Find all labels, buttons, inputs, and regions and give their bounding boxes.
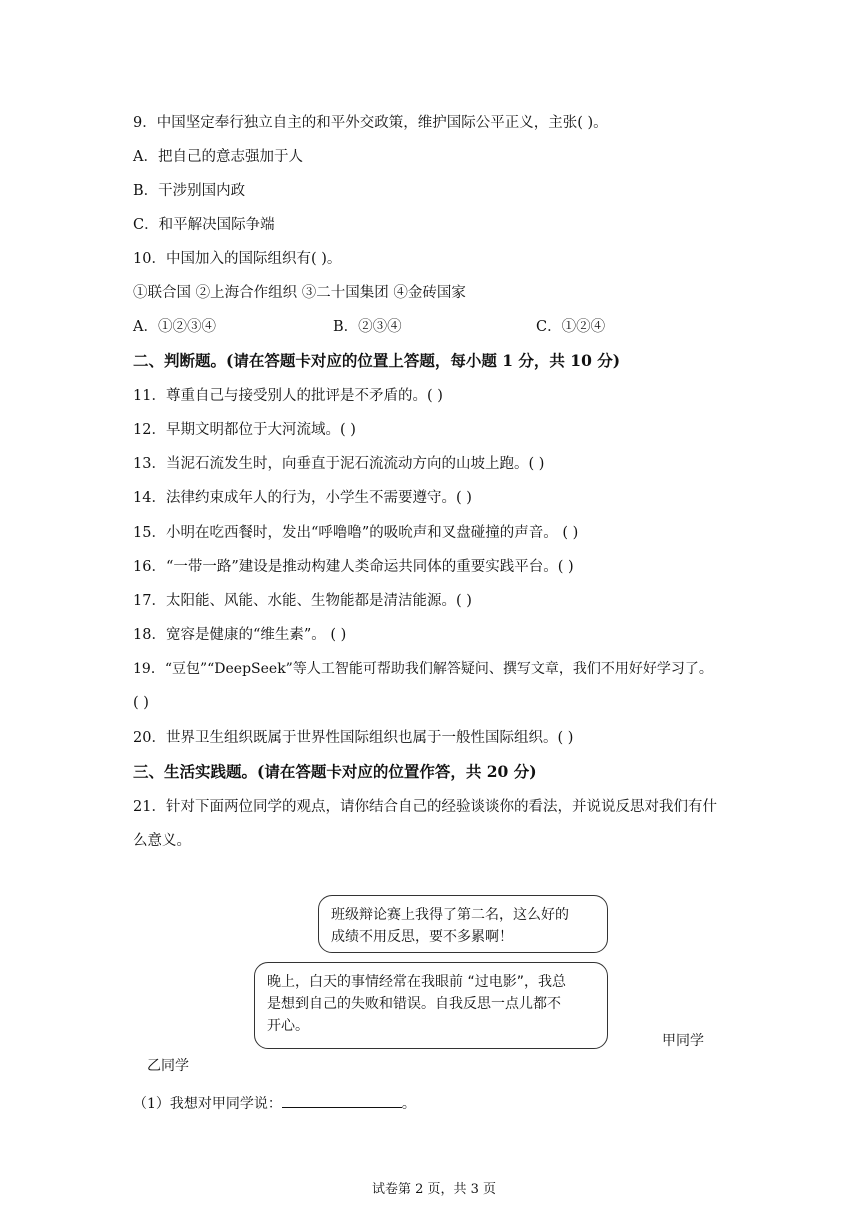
page-footer: 试卷第 2 页，共 3 页 [371, 1182, 497, 1197]
q10-items: ①联合国 ②上海合作组织 ③二十国集团 ④金砖国家 [133, 285, 466, 301]
question-19: 19．“豆包”“DeepSeek”等人工智能可帮助我们解答疑问、撰写文章，我们不用好好学习了。 [133, 661, 713, 677]
question-11: 11．尊重自己与接受别人的批评是不矛盾的。( ) [133, 388, 443, 404]
bubble-jia-line-2: 成绩不用反思，要不多累啊！ [331, 929, 513, 945]
answer-prompt-text: （1）我想对甲同学说： [133, 1096, 282, 1112]
answer-blank-input[interactable] [282, 1093, 402, 1108]
question-12: 12．早期文明都位于大河流域。( ) [133, 422, 356, 438]
question-21-line-1: 21．针对下面两位同学的观点，请你结合自己的经验谈谈你的看法，并说说反思对我们有什 [133, 799, 717, 815]
question-15: 15．小明在吃西餐时，发出“呼噜噜”的吸吮声和叉盘碰撞的声音。 ( ) [133, 525, 579, 541]
question-18: 18．宽容是健康的“维生素”。 ( ) [133, 627, 347, 643]
question-21-line-2: 么意义。 [133, 833, 191, 849]
question-13: 13．当泥石流发生时，向垂直于泥石流流动方向的山坡上跑。( ) [133, 456, 545, 472]
answer-end-mark: 。 [401, 1096, 416, 1112]
q9-option-c: C．和平解决国际争端 [133, 217, 275, 233]
answer-prompt-jia [133, 1093, 416, 1114]
q9-option-b: B．干涉别国内政 [133, 183, 246, 199]
question-9: 9．中国坚定奉行独立自主的和平外交政策，维护国际公平正义，主张( )。 [133, 115, 608, 131]
bubble-jia-line-1: 班级辩论赛上我得了第二名，这么好的 [331, 907, 569, 923]
q10-option-b: B．②③④ [333, 319, 402, 335]
question-14: 14．法律约束成年人的行为，小学生不需要遵守。( ) [133, 490, 472, 506]
bubble-yi-line-2: 是想到自己的失败和错误。自我反思一点儿都不 [267, 996, 561, 1012]
q9-option-a: A．把自己的意志强加于人 [133, 149, 303, 165]
speech-bubble-jia [318, 895, 608, 953]
question-10: 10．中国加入的国际组织有( )。 [133, 251, 342, 267]
speech-bubble-yi [254, 962, 608, 1049]
question-17: 17．太阳能、风能、水能、生物能都是清洁能源。( ) [133, 593, 472, 609]
question-20: 20．世界卫生组织既属于世界性国际组织也属于一般性国际组织。( ) [133, 730, 574, 746]
section-2-heading: 二、判断题。(请在答题卡对应的位置上答题，每小题 1 分，共 10 分) [133, 351, 621, 370]
label-jia: 甲同学 [662, 1033, 704, 1049]
q10-option-c: C．①②④ [536, 319, 606, 335]
label-yi: 乙同学 [147, 1058, 189, 1074]
section-3-heading: 三、生活实践题。(请在答题卡对应的位置作答，共 20 分) [133, 762, 537, 781]
bubble-yi-line-3: 开心。 [267, 1018, 309, 1034]
bubble-yi-line-1: 晚上，白天的事情经常在我眼前 “过电影”，我总 [267, 974, 566, 990]
q10-option-a: A．①②③④ [133, 319, 216, 335]
question-16: 16．“一带一路”建设是推动构建人类命运共同体的重要实践平台。( ) [133, 559, 574, 575]
question-19-blank: ( ) [133, 695, 149, 711]
